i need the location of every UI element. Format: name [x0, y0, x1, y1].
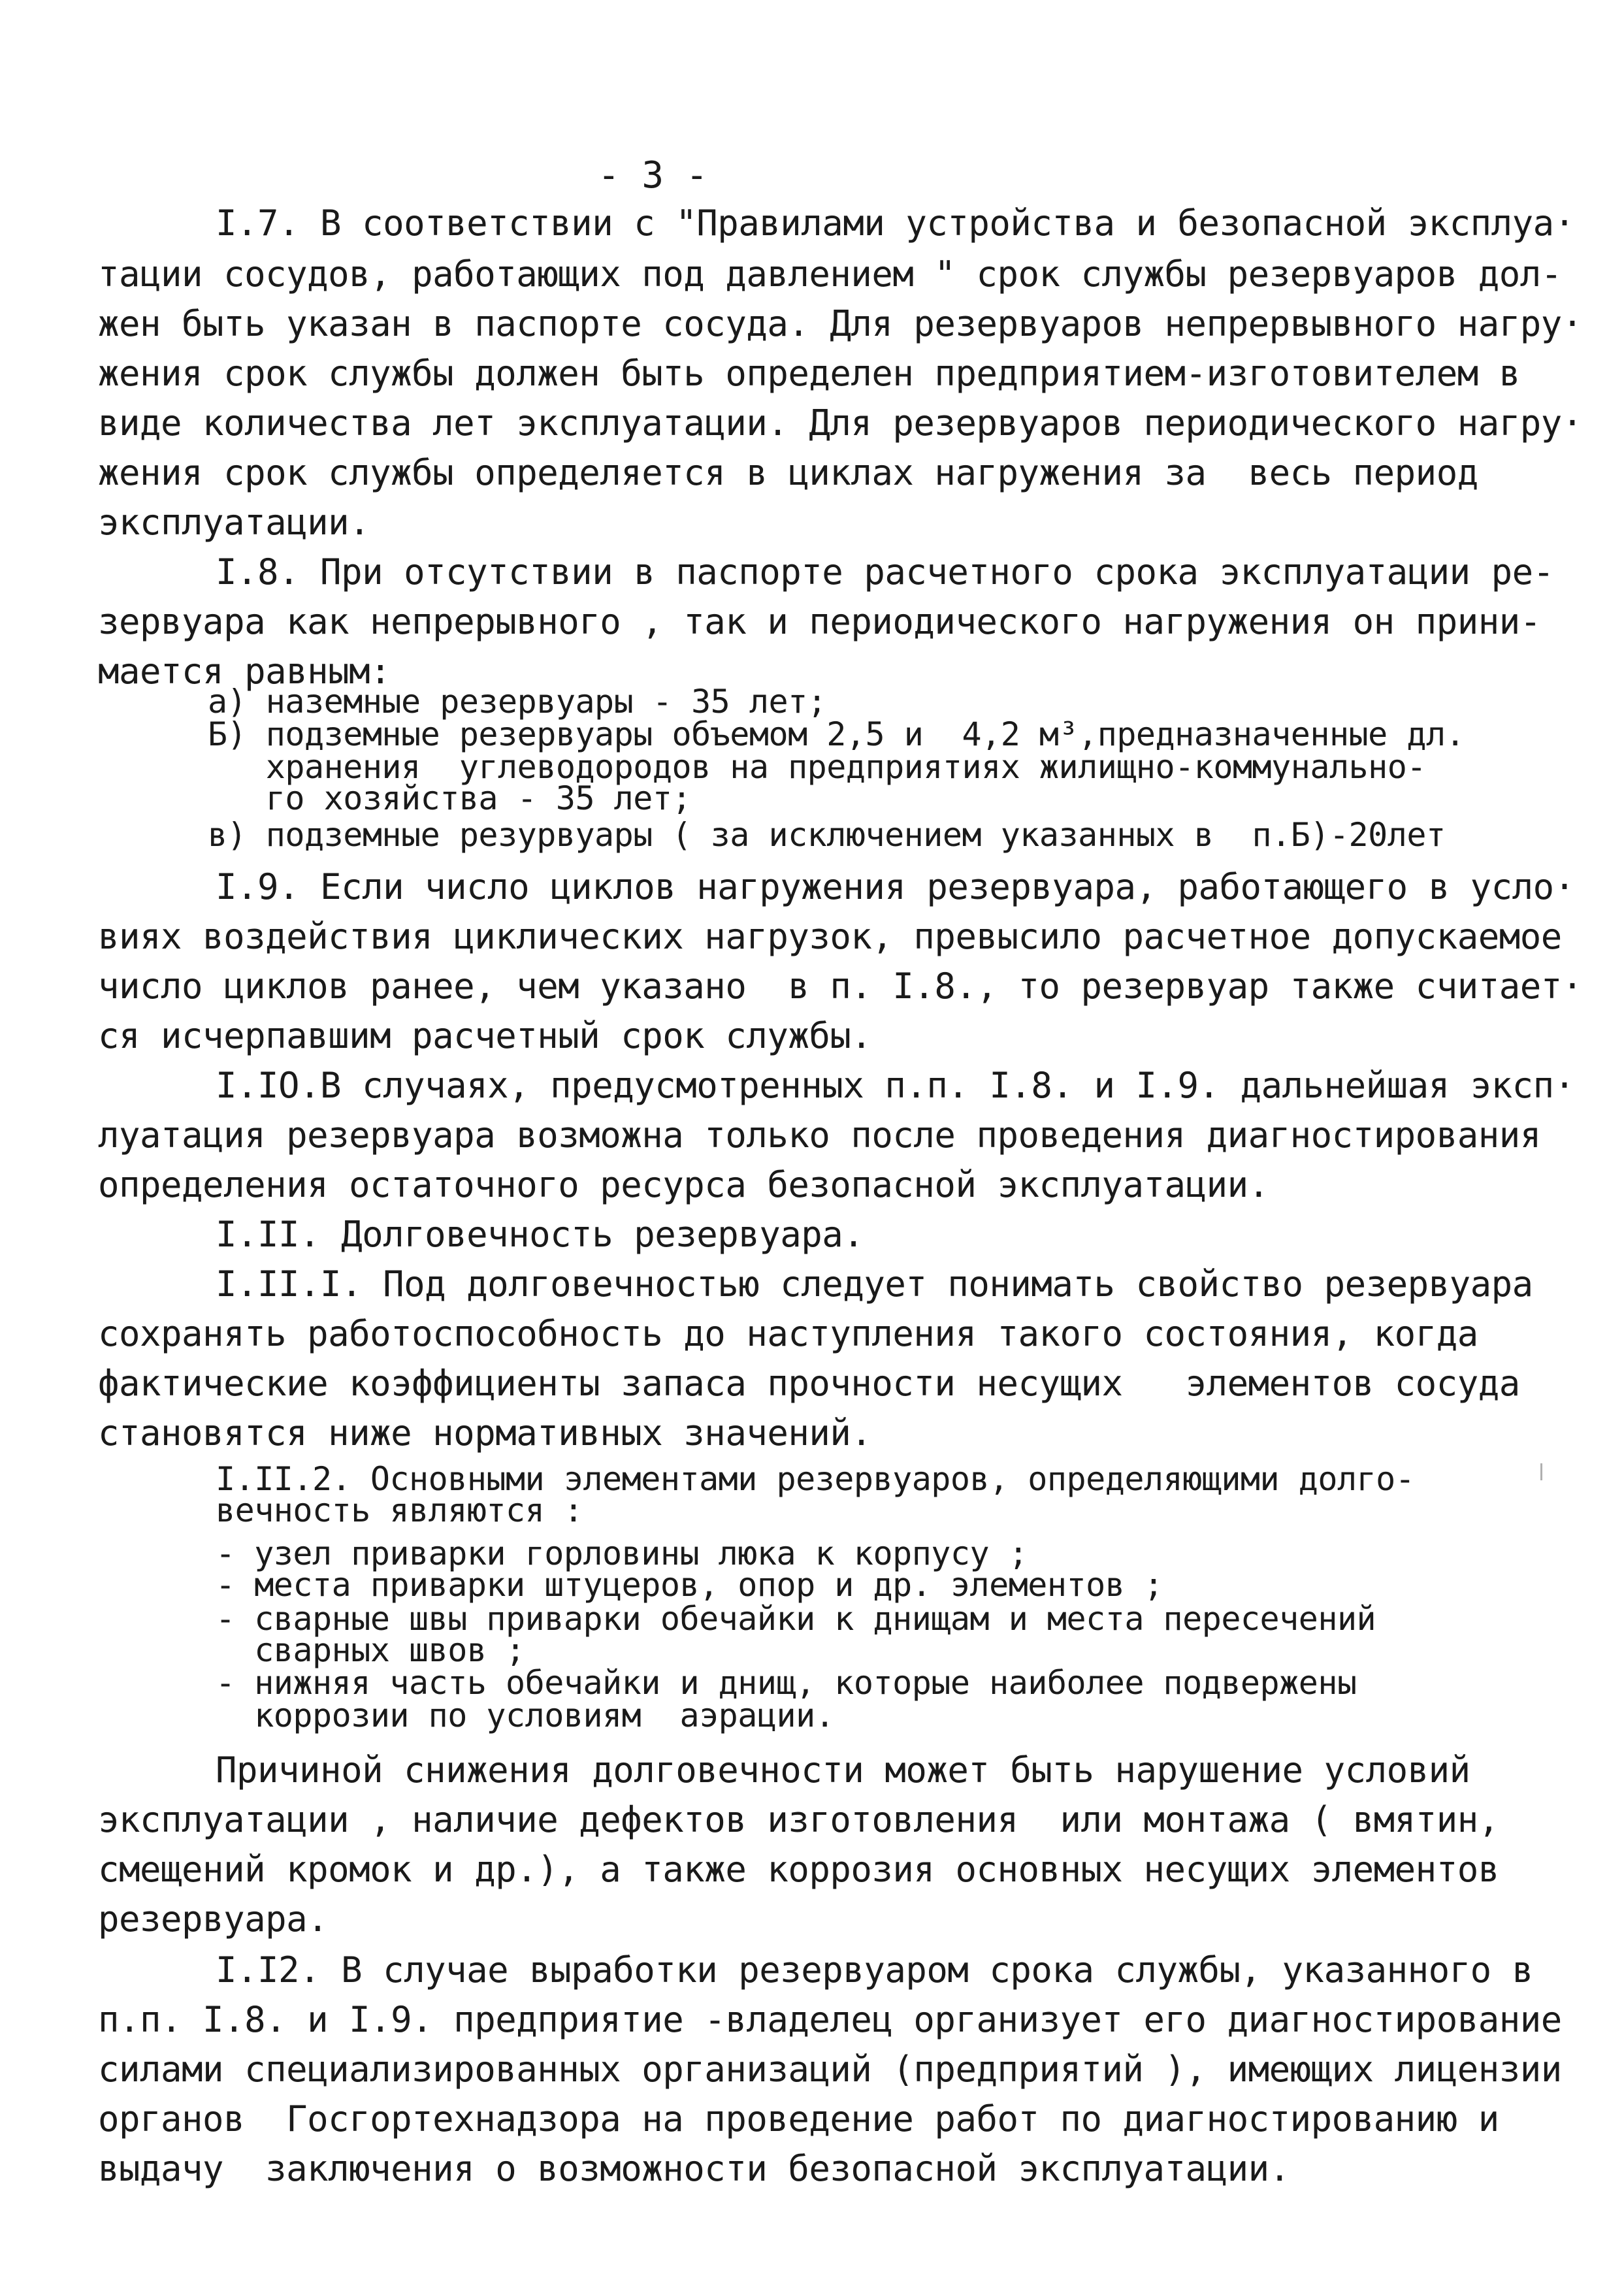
text-line: ся исчерпавшим расчетный срок службы. [98, 1015, 872, 1056]
text-line: органов Госгортехнадзора на проведение работ по диагностированию и [98, 2098, 1499, 2139]
list-item: го хозяйства - 35 лет; [208, 779, 692, 817]
text-line: резервуара. [98, 1898, 329, 1940]
text-line: I.I2. В случае выработки резервуаром срока службы, указанного в [216, 1949, 1533, 1991]
text-line: тации сосудов, работающих под давлением " срок службы резервуаров дол- [98, 253, 1562, 295]
list-item: Б) подземные резервуары объемом 2,5 и 4,2 м³,предназначенные дл. [208, 715, 1465, 753]
text-line: I.II.2. Основными элементами резервуаров, определяющими долго- [216, 1460, 1415, 1498]
text-line: эксплуатации , наличие дефектов изготовления или монтажа ( вмятин, [98, 1799, 1499, 1840]
text-line: сохранять работоспособность до наступления такого состояния, когда [98, 1313, 1478, 1354]
text-line: число циклов ранее, чем указано в п. I.8., то резервуар также считает· [98, 966, 1583, 1007]
text-line: мается равным: [98, 651, 391, 692]
text-line: I.9. Если число циклов нагружения резервуара, работающего в усло· [216, 866, 1575, 907]
list-item: хранения углеводородов на предприятиях жилищно-коммунально- [208, 748, 1426, 786]
text-line: вечность являются : [216, 1491, 583, 1529]
section-heading: I.II. Долговечность резервуара. [216, 1214, 864, 1255]
text-line: эксплуатации. [98, 502, 370, 543]
text-line: смещений кромок и др.), а также коррозия основных несущих элементов [98, 1849, 1499, 1890]
text-line: становятся ниже нормативных значений. [98, 1412, 872, 1454]
text-line: I.IO.В случаях, предусмотренных п.п. I.8. и I.9. дальнейшая эксп· [216, 1065, 1575, 1106]
text-line: выдачу заключения о возможности безопасной эксплуатации. [98, 2148, 1290, 2189]
text-line: виде количества лет эксплуатации. Для резервуаров периодического нагру· [98, 402, 1583, 444]
text-line: I.8. При отсутствии в паспорте расчетного срока эксплуатации ре- [216, 551, 1554, 593]
list-item: - сварные швы приварки обечайки к днищам и места пересечений [216, 1600, 1376, 1638]
text-line: определения остаточного ресурса безопасной эксплуатации. [98, 1164, 1269, 1205]
list-item: - узел приварки горловины люка к корпусу ; [216, 1535, 1028, 1572]
page-number: - 3 - [598, 154, 708, 197]
text-line: виях воздействия циклических нагрузок, превысило расчетное допускаемое [98, 916, 1562, 957]
list-item: в) подземные резурвуары ( за исключением указанных в п.Б)-20лет [208, 816, 1446, 854]
list-item: а) наземные резервуары - 35 лет; [208, 683, 827, 721]
text-line: I.7. В соответствии с "Правилами устройства и безопасной эксплуа· [216, 203, 1575, 244]
list-item: - нижняя часть обечайки и днищ, которые наиболее подвержены [216, 1664, 1357, 1702]
text-line: зервуара как непрерывного , так и периодического нагружения он прини- [98, 601, 1541, 642]
text-line: луатация резервуара возможна только после проведения диагностирования [98, 1114, 1541, 1156]
text-line: фактические коэффициенты запаса прочности несущих элементов сосуда [98, 1363, 1520, 1404]
text-line: жения срок службы должен быть определен предприятием-изготовителем в [98, 353, 1520, 394]
text-line: силами специализированных организаций (предприятий ), имеющих лицензии [98, 2049, 1562, 2090]
text-line: Причиной снижения долговечности может быть нарушение условий [216, 1749, 1470, 1791]
list-item: сварных швов ; [216, 1631, 525, 1669]
text-line: жения срок службы определяется в циклах нагружения за весь период [98, 452, 1478, 493]
margin-mark [1540, 1463, 1542, 1480]
list-item: коррозии по условиям аэрации. [216, 1697, 835, 1734]
text-line: I.II.I. Под долговечностью следует понимать свойство резервуара [216, 1263, 1533, 1305]
list-item: - места приварки штуцеров, опор и др. элементов ; [216, 1566, 1163, 1604]
text-line: п.п. I.8. и I.9. предприятие -владелец организует его диагностирование [98, 1999, 1562, 2040]
text-line: жен быть указан в паспорте сосуда. Для резервуаров непрервывного нагру· [98, 303, 1583, 344]
